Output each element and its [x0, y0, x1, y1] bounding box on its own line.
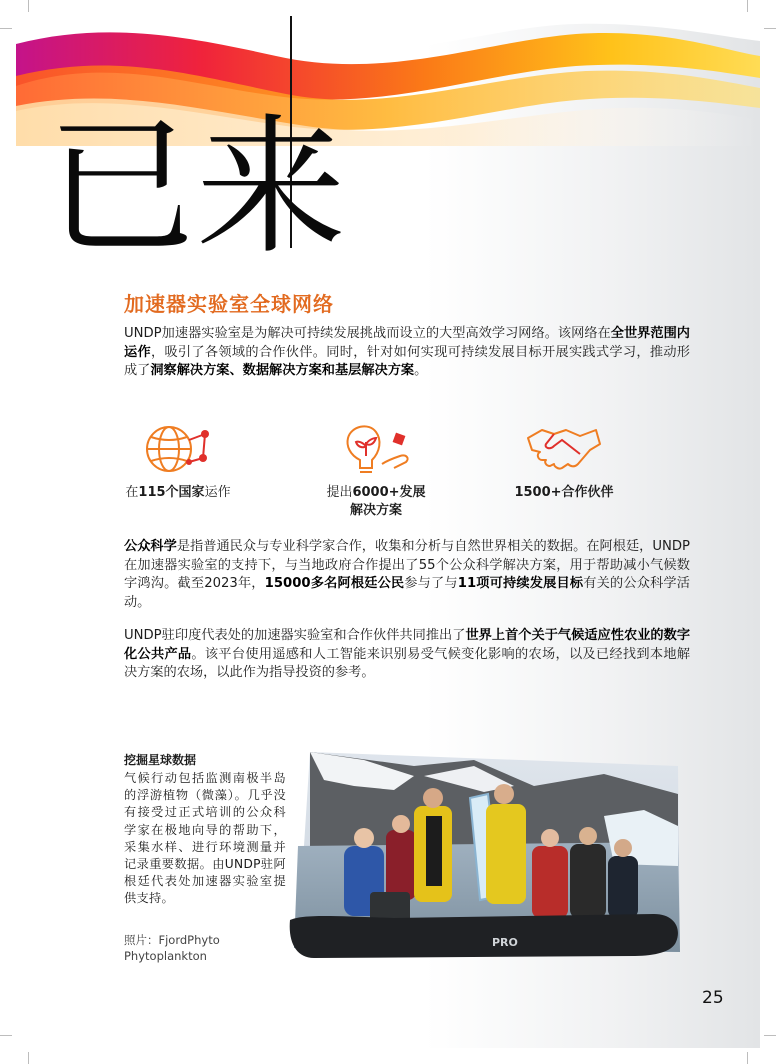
crop-mark	[0, 1035, 12, 1036]
stat-label	[103, 484, 253, 502]
text-run: 提出	[326, 485, 353, 500]
bold-text-run: 世界上首个关于气候适应性农业的数字化公共产品	[124, 628, 691, 662]
intro-paragraph	[124, 325, 690, 381]
stat-label	[301, 484, 451, 520]
crop-mark	[28, 1052, 29, 1064]
crop-mark	[0, 28, 12, 29]
crop-mark	[764, 1035, 776, 1036]
sidebar-heading: 挖掘星球数据	[124, 753, 197, 767]
sidebar-text: 气候行动包括监测南极半岛的浮游植物（微藻）。几乎没有接受过正式培训的公众科学家在极地向导的帮助下，采集水样、进行环境测量并记录重要数据。由UNDP驻阿根廷代表处加速器实验室提供支持。	[124, 771, 286, 906]
bold-text-run: 全世界范围内运作	[124, 326, 690, 360]
bold-text-run: 解决方案	[349, 503, 402, 518]
bold-text-run: 洞察解决方案、数据解决方案和基层解决方案	[150, 363, 415, 378]
antarctic-boat-photo	[274, 746, 682, 958]
text-run: 。该平台使用遥感和人工智能来识别易受气候变化影响的农场，以及已经找到本地解决方案的农场，以此作为指导投资的参考。	[124, 646, 691, 680]
bold-text-run: 1500+合作伙伴	[514, 485, 614, 500]
stat-partners	[489, 420, 639, 502]
globe-network-icon	[143, 420, 213, 478]
stat-countries	[103, 420, 253, 502]
text-run: 在	[125, 485, 139, 500]
text-run: 有关的公众科学活动。	[124, 576, 690, 610]
crop-mark	[764, 28, 776, 29]
boat-brand-text: PRO	[492, 936, 518, 949]
lightbulb-plant-icon	[336, 420, 416, 478]
bold-text-run: 115个国家	[138, 485, 205, 500]
page-number: 25	[702, 988, 724, 1008]
text-run: UNDP加速器实验室是为解决可持续发展挑战而设立的大型高效学习网络。该网络在	[124, 326, 611, 341]
citizen-science-paragraph	[124, 538, 690, 612]
text-run: 是指普通民众与专业科学家合作，收集和分析与自然世界相关的数据。在阿根廷，UNDP在加速器实验室的支持下，与当地政府合作提出了55个公众科学解决方案，用于帮助减小气候数字鸿沟。截至2023年，	[124, 539, 691, 591]
stat-solutions	[301, 420, 451, 520]
text-run: 。	[414, 363, 428, 378]
text-run: ，吸引了各领域的合作伙伴。同时，针对如何实现可持续发展目标开展实践式学习，推动形成了	[124, 344, 690, 378]
text-run: 运作	[204, 485, 231, 500]
crop-mark	[747, 1052, 748, 1064]
handshake-icon	[524, 420, 604, 478]
stat-label	[489, 484, 639, 502]
bold-text-run: 11项可持续发展目标	[457, 576, 584, 591]
photo-credit: 照片：FjordPhyto Phytoplankton	[124, 933, 220, 963]
text-run: UNDP驻印度代表处的加速器实验室和合作伙伴共同推出了	[124, 628, 466, 643]
bold-text-run: 15000多名阿根廷公民	[264, 576, 405, 591]
text-run: 参与了与	[404, 576, 458, 591]
bold-text-run: 6000+发展	[352, 485, 426, 500]
crop-mark	[28, 0, 29, 12]
brochure-page	[16, 16, 760, 1048]
crop-mark	[747, 0, 748, 12]
page-big-title: 已来	[46, 101, 347, 275]
section-title: 加速器实验室全球网络	[124, 292, 334, 316]
bold-text-run: 公众科学	[124, 539, 177, 554]
india-lab-paragraph	[124, 627, 690, 683]
